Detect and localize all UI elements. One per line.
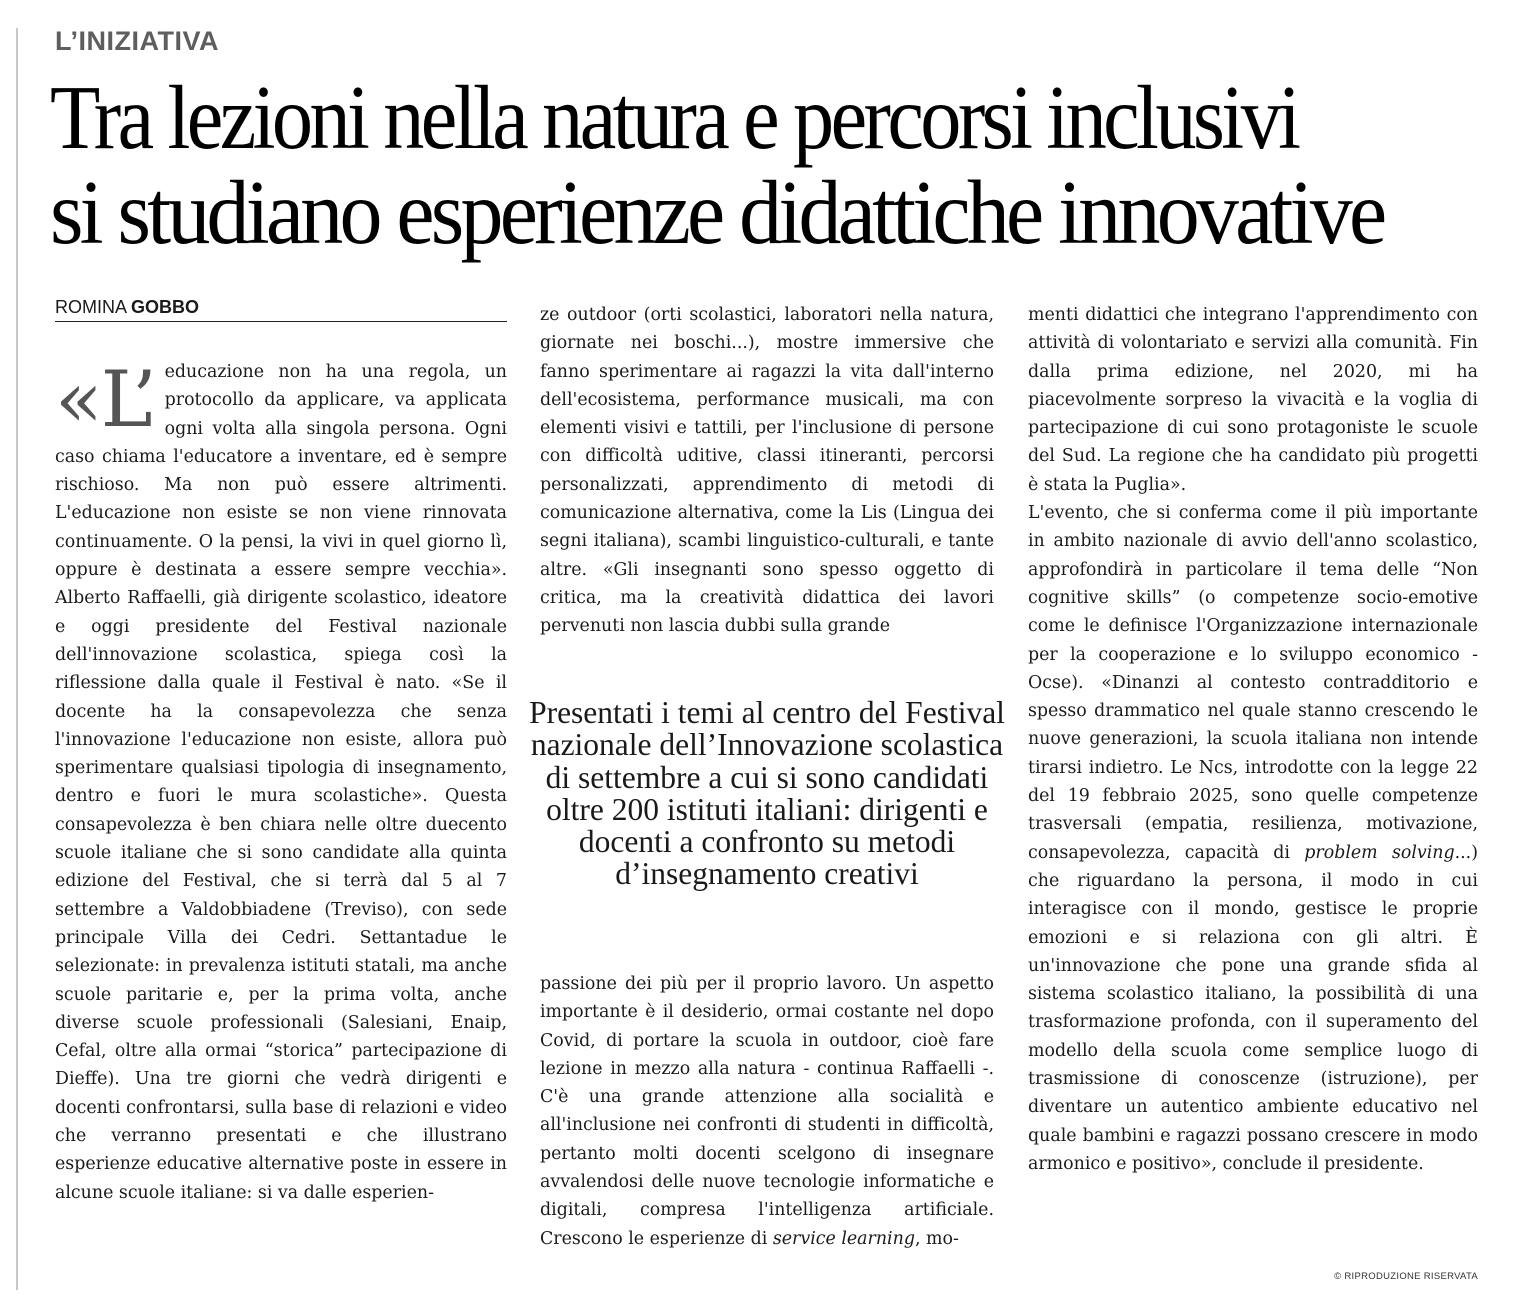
column-3 — [1028, 301, 1478, 1178]
headline-line-1: Tra lezioni nella natura e percorsi inclusivi — [50, 67, 1298, 168]
column-2-bottom-text: passione dei più per il proprio lavoro. Un aspetto importante è il desiderio, ormai costante nel dopo Covid, di portare la scuola in outdoor, cioè fare lezione in mezzo alla natura - continua Raffaelli -. C'è una grande attenzione alla socialità e all'inclusione nei confronti di studenti in difficoltà, pertanto molti docenti scelgono di insegnare avvalendosi delle nuove tecnologie informatiche e digitali, compresa l'intelligenza artificiale. Crescono le esperienze di — [540, 974, 994, 1249]
byline — [55, 297, 507, 322]
drop-cap: «L’ — [55, 355, 155, 445]
headline-line-2: si studiano esperienze didattiche innovative — [50, 162, 1384, 263]
column-3-paragraph-2-tail: ...) che riguardano la persona, il modo in cui interagisce con il mondo, gestisce le proprie emozioni e si relaziona con gli altri. È un'innovazione che pone una grande sfida al sistema scolastico italiano, la possibilità di una trasformazione profonda, con il superamento del modello della scuola come semplice luogo di trasmissione di conoscenze (istruzione), per diventare un autentico ambiente educativo nel quale bambini e ragazzi possano crescere in modo armonico e positivo», conclude il presidente. — [1028, 842, 1478, 1174]
column-3-paragraph-2-text: L'evento, che si conferma come il più importante in ambito nazionale di avvio dell'anno scolastico, approfondirà in particolare il tema delle “Non cognitive skills” (o competenze socio-emotive come le definisce l'Organizzazione internazionale per la cooperazione e lo sviluppo economico - Ocse). «Dinanzi al contesto contradditorio e spesso drammatico nel quale stanno crescendo le nuove generazioni, la scuola italiana non intende tirarsi indietro. Le Ncs, introdotte con la legge 22 del 19 febbraio 2025, sono quelle competenze trasversali (empatia, resilienza, motivazione, consapevolezza, capacità di — [1028, 503, 1478, 863]
kicker: L’INIZIATIVA — [55, 26, 219, 56]
byline-name: ROMINA — [55, 297, 127, 317]
headline — [50, 67, 1490, 263]
column-2-top — [540, 301, 994, 641]
column-2-top-text: ze outdoor (orti scolastici, laboratori nella natura, giornate nei boschi...), mostre immersive che fanno sperimentare ai ragazzi la vita dall'interno dell'ecosistema, performance musicali, ma con elementi visivi e tattili, per l'inclusione di persone con difficoltà uditive, classi itineranti, percorsi personalizzati, apprendimento di metodi di comunicazione alternativa, come la Lis (Lingua dei segni italiana), scambi linguistico-culturali, e tante altre. «Gli insegnanti sono spesso oggetto di critica, ma la creatività didattica dei lavori pervenuti non lascia dubbi sulla grande — [540, 305, 994, 637]
page-edge-rule — [16, 28, 18, 1290]
column-3-italic-term: problem solving — [1304, 842, 1455, 863]
pull-quote: Presentati i temi al centro del Festival nazionale dell’Innovazione scolastica di settembre a cui si sono candidati oltre 200 istituti italiani: dirigenti e docenti a confronto su metodi d’insegnamento creativi — [529, 695, 1005, 892]
column-1 — [55, 355, 507, 1207]
copyright-notice: © RIPRODUZIONE RISERVATA — [1334, 1271, 1478, 1282]
column-2-italic-term: service learning — [772, 1228, 915, 1249]
column-2-bottom-tail: , mo- — [914, 1228, 959, 1249]
byline-surname: GOBBO — [131, 297, 200, 317]
column-2-bottom — [540, 970, 994, 1253]
column-3-paragraph-2 — [1028, 499, 1478, 1178]
column-1-text: educazione non ha una regola, un protocollo da applicare, va applicata ogni volta alla singola persona. Ogni caso chiama l'educatore a inventare, ed è sempre rischioso. Ma non può essere altrimenti. L'educazione non esiste se non viene rinnovata continuamente. O la pensi, la vivi in quel giorno lì, oppure è destinata a essere sempre vecchia». Alberto Raffaelli, già dirigente scolastico, ideatore e oggi presidente del Festival nazionale dell'innovazione scolastica, spiega così la riflessione dalla quale il Festival è nato. «Se il docente ha la consapevolezza che senza l'innovazione l'educazione non esiste, allora può sperimentare qualsiasi tipologia di insegnamento, dentro e fuori le mura scolastiche». Questa consapevolezza è ben chiara nelle oltre duecento scuole italiane che si sono candidate alla quinta edizione del Festival, che si terrà dal 5 al 7 settembre a Valdobbiadene (Treviso), con sede principale Villa dei Cedri. Settantadue le selezionate: in prevalenza istituti statali, ma anche scuole paritarie e, per la prima volta, anche diverse scuole professionali (Salesiani, Enaip, Cefal, oltre alla ormai “storica” partecipazione di Dieffe). Una tre giorni che vedrà dirigenti e docenti confrontarsi, sulla base di relazioni e video che verranno presentati e che illustrano esperienze educative alternative poste in essere in alcune scuole italiane: si va dalle esperien- — [55, 362, 507, 1203]
column-3-paragraph-1: menti didattici che integrano l'apprendimento con attività di volontariato e servizi alla comunità. Fin dalla prima edizione, nel 2020, mi ha piacevolmente sorpreso la vivacità e la voglia di partecipazione di cui sono protagoniste le scuole del Sud. La regione che ha candidato più progetti è stata la Puglia». — [1028, 305, 1478, 495]
